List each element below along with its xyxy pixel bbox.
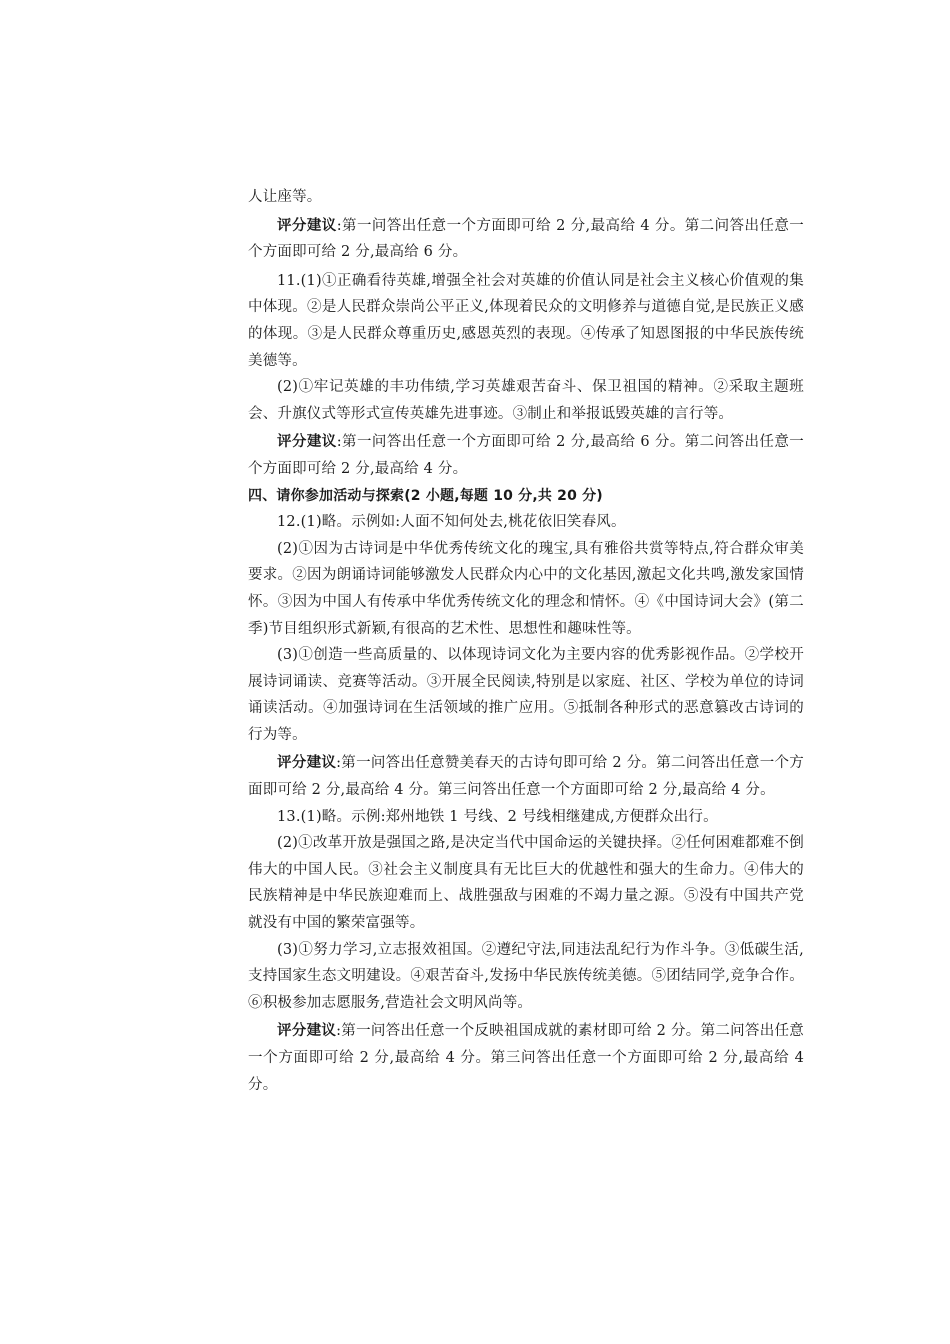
answer-12-2: (2)①因为古诗词是中华优秀传统文化的瑰宝,具有雅俗共赏等特点,符合群众审美要求。②因为朗诵诗词能够激发人民群众内心中的文化基因,激起文化共鸣,激发家国情怀。③因为中国人有传承中华优秀传统文化的理念和情怀。④《中国诗词大会》(第二季)节目组织形式新颖,有很高的艺术性、思想性和趣味性等。 — [248, 540, 804, 637]
scoring-label: 评分建议 — [277, 217, 337, 234]
answer-11-2: (2)①牢记英雄的丰功伟绩,学习英雄艰苦奋斗、保卫祖国的精神。②采取主题班会、升旗仪式等形式宣传英雄先进事迹。③制止和举报诋毁英雄的言行等。 — [248, 379, 804, 422]
scoring-text: :第一问答出任意一个反映祖国成就的素材即可给 2 分。第二问答出任意一个方面即可给 2 分,最高给 4 分。第三问答出任意一个方面即可给 2 分,最高给 4 分。 — [248, 1023, 804, 1093]
scoring-text: :第一问答出任意赞美春天的古诗句即可给 2 分。第二问答出任意一个方面即可给 2 分,最高给 4 分。第三问答出任意一个方面即可给 2 分,最高给 4 分。 — [248, 755, 804, 799]
answer-12-3: (3)①创造一些高质量的、以体现诗词文化为主要内容的优秀影视作品。②学校开展诗词诵读、竞赛等活动。③开展全民阅读,特别是以家庭、社区、学校为单位的诗词诵读活动。④加强诗词在生活领域的推广应用。⑤抵制各种形式的恶意篡改古诗词的行为等。 — [248, 647, 804, 743]
scoring-label: 评分建议 — [277, 434, 337, 451]
answer-11-1: 11.(1)①正确看待英雄,增强全社会对英雄的价值认同是社会主义核心价值观的集中体现。②是人民群众崇尚公平正义,体现着民众的文明修养与道德自觉,是民族正义感的体现。③是人民群众尊重历史,感恩英烈的表现。④传承了知恩图报的中华民族传统美德等。 — [248, 272, 804, 369]
scoring-label: 评分建议 — [277, 755, 337, 772]
scoring-suggestion — [248, 750, 804, 803]
scoring-text: :第一问答出任意一个方面即可给 2 分,最高给 4 分。第二问答出任意一个方面即可给 2 分,最高给 6 分。 — [248, 217, 804, 261]
answer-13-3: (3)①努力学习,立志报效祖国。②遵纪守法,同违法乱纪行为作斗争。③低碳生活,支持国家生态文明建设。④艰苦奋斗,发扬中华民族传统美德。⑤团结同学,竞争合作。⑥积极参加志愿服务,营造社会文明风尚等。 — [248, 941, 804, 1011]
paragraph: 人让座等。 — [248, 189, 322, 205]
answer-13-2: (2)①改革开放是强国之路,是决定当代中国命运的关键抉择。②任何困难都难不倒伟大的中国人民。③社会主义制度具有无比巨大的优越性和强大的生命力。④伟大的民族精神是中华民族迎难而上、战胜强敌与困难的不竭力量之源。⑤没有中国共产党就没有中国的繁荣富强等。 — [248, 835, 804, 932]
document-page — [248, 184, 804, 1098]
scoring-suggestion — [248, 1018, 804, 1098]
section-heading: 四、请你参加活动与探索(2 小题,每题 10 分,共 20 分) — [248, 487, 603, 504]
scoring-label: 评分建议 — [277, 1023, 337, 1040]
scoring-suggestion — [248, 429, 804, 482]
scoring-text: :第一问答出任意一个方面即可给 2 分,最高给 6 分。第二问答出任意一个方面即可给 2 分,最高给 4 分。 — [248, 434, 804, 477]
answer-12-1: 12.(1)略。示例如:人面不知何处去,桃花依旧笑春风。 — [277, 514, 626, 531]
scoring-suggestion — [248, 213, 804, 266]
answer-13-1: 13.(1)略。示例:郑州地铁 1 号线、2 号线相继建成,方便群众出行。 — [277, 808, 718, 825]
